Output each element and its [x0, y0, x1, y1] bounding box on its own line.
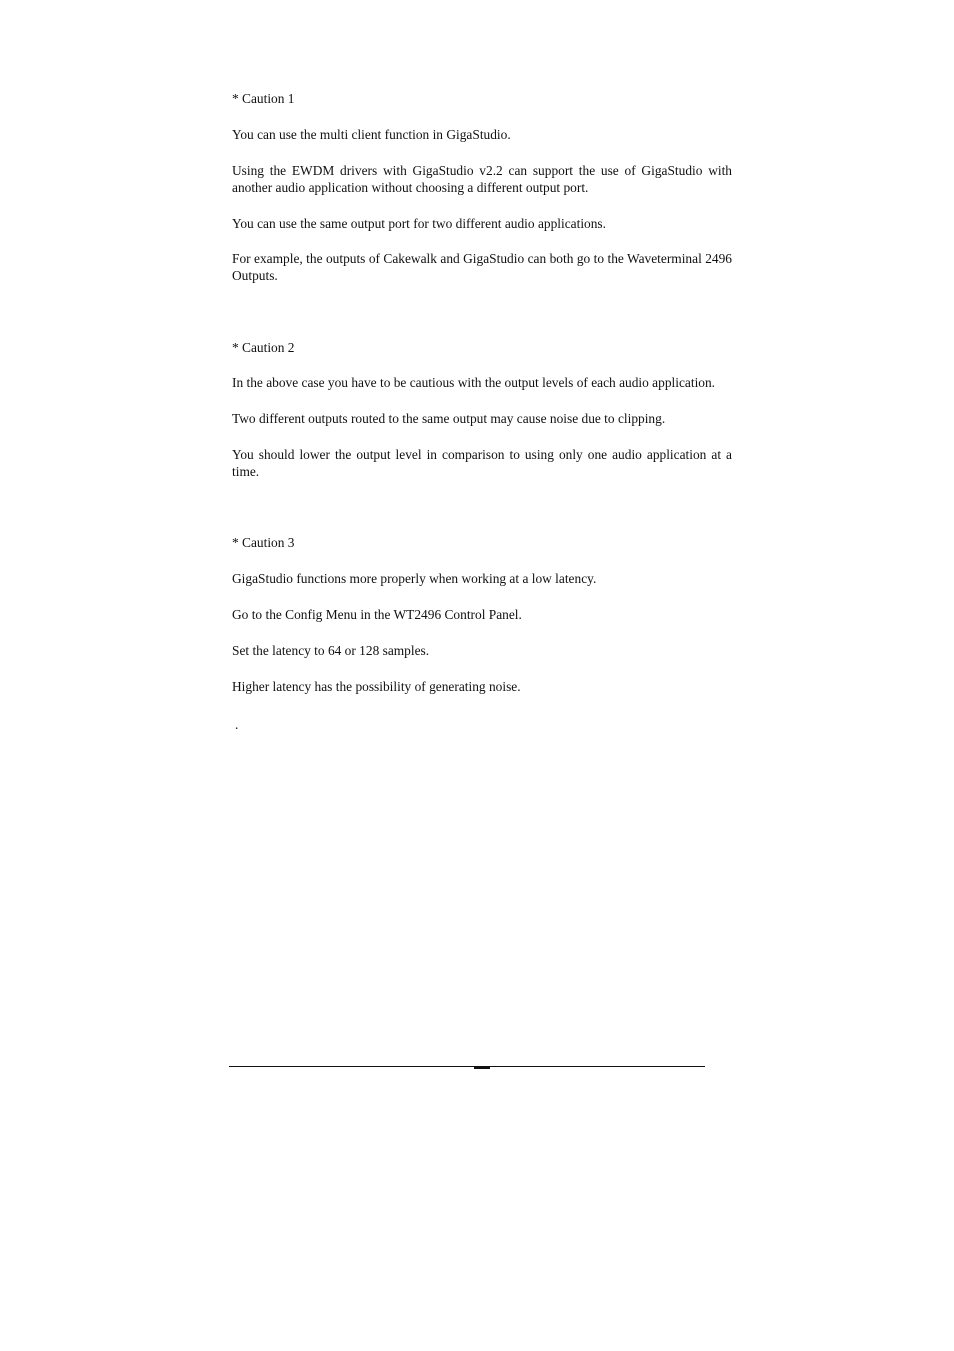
- caution-1-paragraph-4: For example, the outputs of Cakewalk and GigaStudio can both go to the Waveterminal 2496 Outputs.: [232, 251, 732, 283]
- footer-rule: [229, 1066, 705, 1067]
- caution-1-heading: * Caution 1: [232, 91, 295, 106]
- caution-2-paragraph-1: In the above case you have to be cautious with the output levels of each audio application.: [232, 375, 716, 390]
- trailing-dot: .: [235, 717, 239, 732]
- caution-1-paragraph-1: You can use the multi client function in GigaStudio.: [232, 127, 511, 142]
- caution-1-paragraph-3: You can use the same output port for two different audio applications.: [232, 216, 606, 231]
- caution-1-paragraph-2: Using the EWDM drivers with GigaStudio v2.2 can support the use of GigaStudio with another audio application without choosing a different output port.: [232, 163, 732, 195]
- footer-page-mark: [474, 1067, 490, 1069]
- caution-3-paragraph-1: GigaStudio functions more properly when working at a low latency.: [232, 571, 597, 586]
- caution-3-paragraph-4: Higher latency has the possibility of generating noise.: [232, 679, 521, 694]
- caution-3-paragraph-2: Go to the Config Menu in the WT2496 Control Panel.: [232, 607, 522, 622]
- caution-2-paragraph-3: You should lower the output level in comparison to using only one audio application at a time.: [232, 447, 732, 479]
- caution-2-paragraph-2: Two different outputs routed to the same output may cause noise due to clipping.: [232, 411, 666, 426]
- caution-2-heading: * Caution 2: [232, 340, 295, 355]
- caution-3-paragraph-3: Set the latency to 64 or 128 samples.: [232, 643, 430, 658]
- caution-3-heading: * Caution 3: [232, 535, 295, 550]
